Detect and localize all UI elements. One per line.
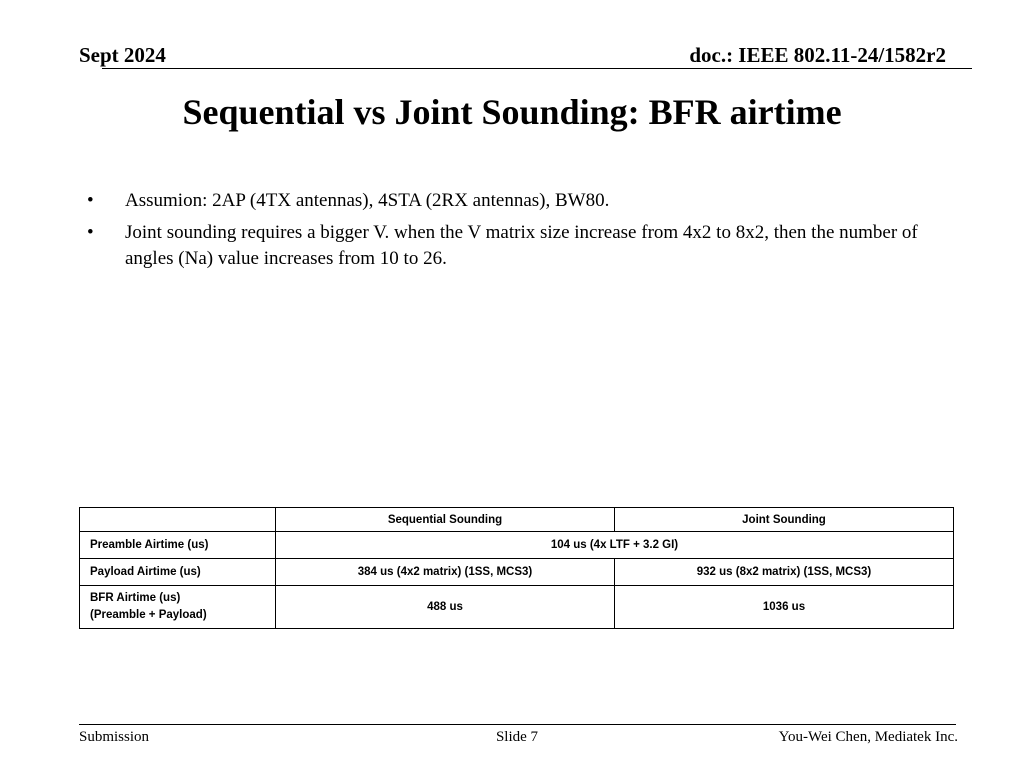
- header-cell-joint: Joint Sounding: [615, 508, 954, 532]
- bullet-item: [84, 220, 924, 272]
- row-label-bfr: [80, 586, 276, 629]
- bullet-item: [84, 188, 924, 214]
- header-rule: [102, 68, 972, 69]
- bullet-marker: •: [87, 190, 94, 211]
- bullet-text: Assumion: 2AP (4TX antennas), 4STA (2RX antennas), BW80.: [125, 190, 610, 211]
- header-cell-sequential: Sequential Sounding: [276, 508, 615, 532]
- header-cell-empty: [80, 508, 276, 532]
- bullet-list: [84, 188, 924, 278]
- cell-bfr-joint: 1036 us: [615, 586, 954, 629]
- footer-author: You-Wei Chen, Mediatek Inc.: [778, 729, 958, 745]
- cell-payload-sequential: 384 us (4x2 matrix) (1SS, MCS3): [276, 559, 615, 586]
- bullet-marker: •: [87, 222, 94, 243]
- row-label-preamble: Preamble Airtime (us): [80, 532, 276, 559]
- cell-preamble-merged: 104 us (4x LTF + 3.2 GI): [276, 532, 954, 559]
- slide-title: Sequential vs Joint Sounding: BFR airtime: [182, 92, 842, 132]
- row-label-payload: Payload Airtime (us): [80, 559, 276, 586]
- row-label-bfr-line2: (Preamble + Payload): [90, 609, 207, 621]
- header-date: Sept 2024: [79, 43, 166, 67]
- cell-bfr-sequential: 488 us: [276, 586, 615, 629]
- table-row-bfr: [80, 586, 954, 629]
- header-doc-id: doc.: IEEE 802.11-24/1582r2: [689, 43, 946, 67]
- bullet-text: Joint sounding requires a bigger V. when the V matrix size increase from 4x2 to 8x2, then the number of angles (Na) value increases from 10 to 26.: [125, 222, 918, 269]
- footer-submission: Submission: [79, 729, 150, 745]
- table-row-payload: [80, 559, 954, 586]
- table-header-row: [80, 508, 954, 532]
- row-label-bfr-line1: BFR Airtime (us): [90, 592, 181, 604]
- cell-payload-joint: 932 us (8x2 matrix) (1SS, MCS3): [615, 559, 954, 586]
- footer-slide-number: Slide 7: [495, 729, 539, 745]
- footer-rule: [79, 724, 956, 725]
- airtime-table: [79, 507, 954, 629]
- table-row-preamble: [80, 532, 954, 559]
